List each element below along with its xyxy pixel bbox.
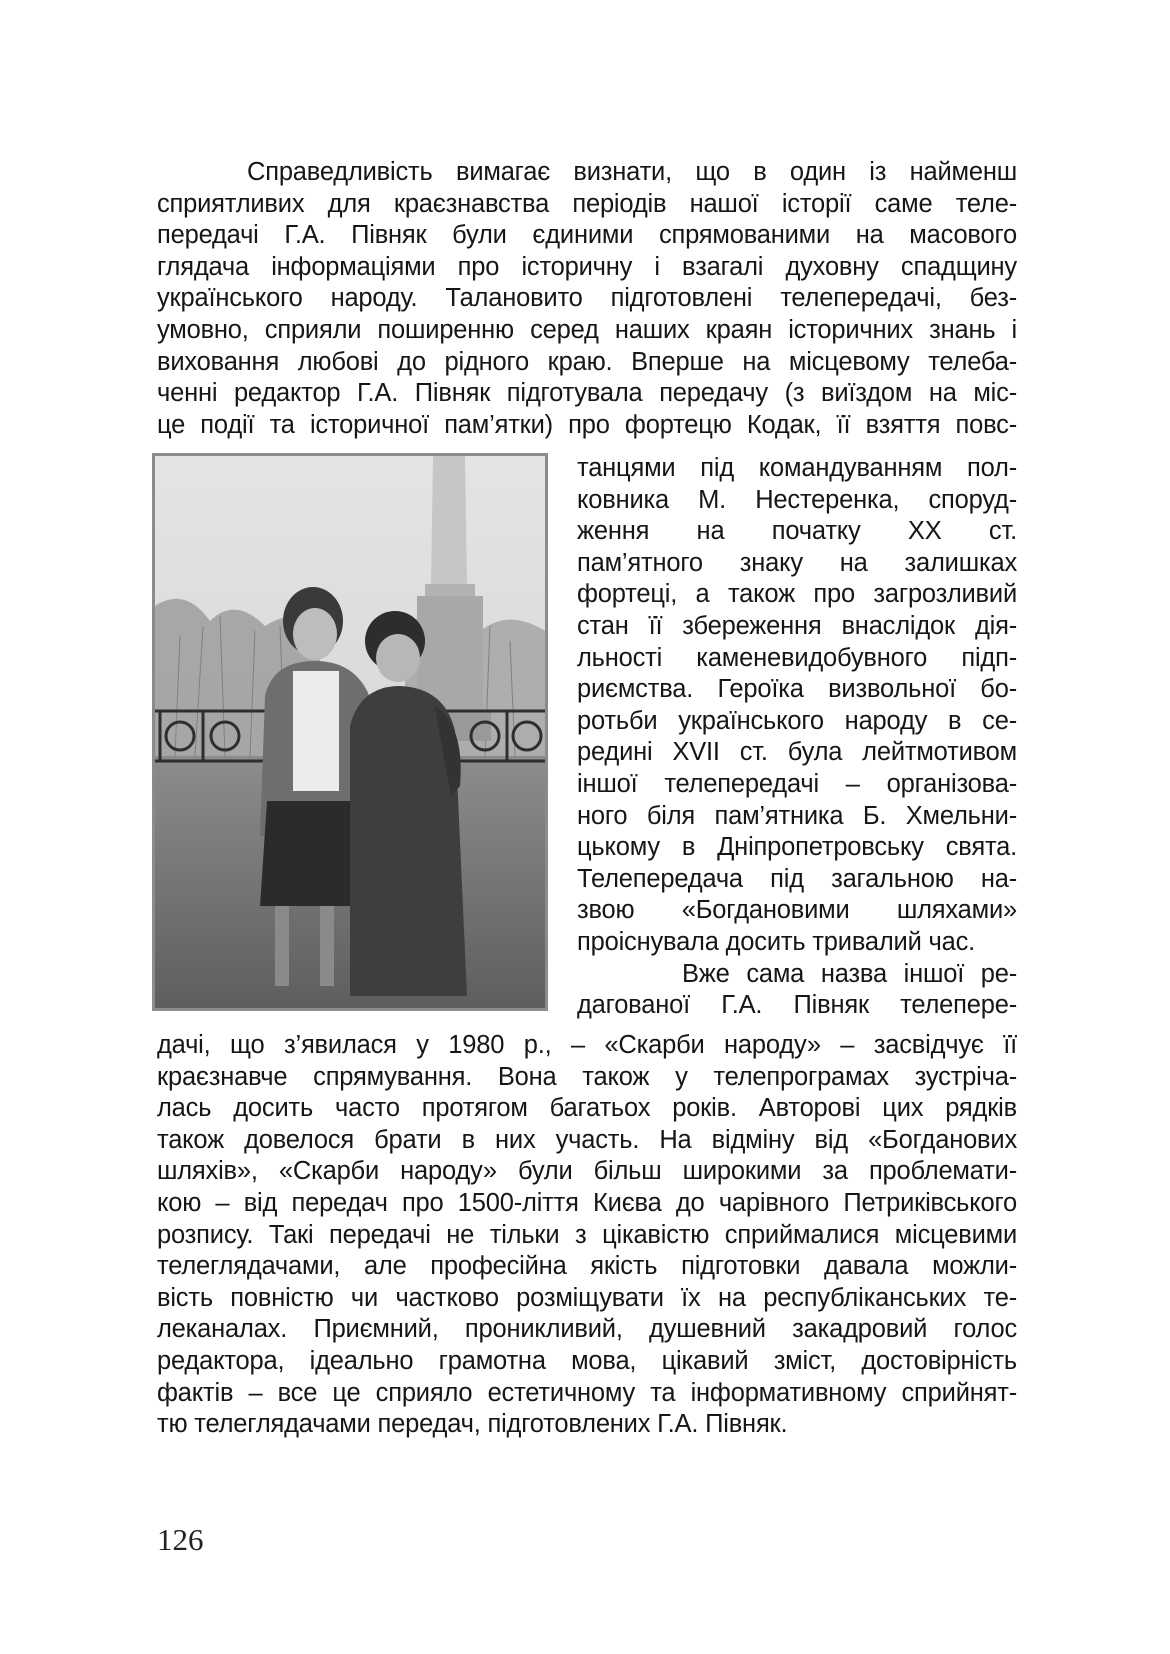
photo-image	[155, 456, 545, 1008]
text-line: дагованої Г.А. Півняк телепере-	[577, 991, 1017, 1020]
text-line: передачі Г.А. Півняк були єдиними спрямованими на масового	[157, 221, 1017, 250]
text-line: льності каменевидобувного підп-	[577, 643, 1017, 672]
text-line: Вже сама назва іншої ре-	[682, 959, 1017, 988]
text-line: фактів – все це сприяло естетичному та інформативному сприйнят-	[157, 1378, 1017, 1407]
text-line: ковника М. Нестеренка, споруд-	[577, 485, 1017, 514]
text-line: звою «Богдановими шляхами»	[577, 896, 1017, 925]
text-line: редактора, ідеально грамотна мова, цікавий зміст, достовірність	[157, 1346, 1017, 1375]
page-number: 126	[157, 1522, 204, 1557]
side-column-text	[577, 453, 1017, 1022]
text-line: Справедливість вимагає визнати, що в один із найменш	[247, 158, 1017, 186]
text-line: ченні редактор Г.А. Півняк підготувала передачу (з виїздом на міс-	[157, 379, 1017, 408]
top-paragraph	[157, 157, 1017, 441]
text-line: виховання любові до рідного краю. Вперше на місцевому телеба-	[157, 347, 1017, 376]
text-line: це події та історичної пам’ятки) про фортецю Кодак, її взяття повс-	[157, 410, 1017, 439]
text-line: пам’ятного знаку на залишках	[577, 548, 1017, 577]
text-line: шляхів», «Скарби народу» були більш широкими за проблемати-	[157, 1157, 1017, 1186]
text-line: телеглядачами, але професійна якість підготовки давала можли-	[157, 1252, 1017, 1281]
text-line: ротьби українського народу в се-	[577, 706, 1017, 735]
text-line: стан її збереження внаслідок дія-	[577, 611, 1017, 640]
photo-two-women-at-monument	[152, 453, 548, 1011]
text-line: іншої телепередачі – організова-	[577, 769, 1017, 798]
text-line: лась досить часто протягом багатьох років. Авторові цих рядків	[157, 1094, 1017, 1123]
text-line: тю телеглядачами передач, підготовлених Г.А. Півняк.	[157, 1410, 788, 1439]
text-line: ження на початку ХХ ст.	[577, 517, 1017, 546]
text-line: танцями під командуванням пол-	[577, 454, 1017, 482]
text-line: риємства. Героїка визвольної бо-	[577, 675, 1017, 704]
text-line: кою – від передач про 1500-ліття Києва до чарівного Петриківського	[157, 1188, 1017, 1217]
text-line: глядача інформаціями про історичну і взагалі духовну спадщину	[157, 252, 1017, 281]
text-line: також довелося брати в них участь. На відміну від «Богданових	[157, 1125, 1017, 1154]
text-line: леканалах. Приємний, проникливий, душевний закадровий голос	[157, 1315, 1017, 1344]
text-line: дачі, що з’явилася у 1980 р., – «Скарби народу» – засвідчує її	[157, 1031, 1017, 1059]
text-line: сприятливих для краєзнавства періодів нашої історії саме теле-	[157, 189, 1017, 218]
text-line: вість повністю чи частково розміщувати їх на республіканських те-	[157, 1283, 1017, 1312]
text-line: проіснувала досить тривалий час.	[577, 927, 976, 956]
text-line: Телепередача під загальною на-	[577, 864, 1017, 893]
text-line: розпису. Такі передачі не тільки з цікавістю сприймалися місцевими	[157, 1220, 1017, 1249]
text-line: умовно, сприяли поширенню серед наших краян історичних знань і	[157, 315, 1017, 344]
text-line: ного біля пам’ятника Б. Хмельни-	[577, 801, 1017, 830]
text-line: цькому в Дніпропетровську свята.	[577, 833, 1017, 862]
text-line: фортеці, а також про загрозливий	[577, 580, 1017, 609]
text-line: редині XVII ст. була лейтмотивом	[577, 738, 1017, 767]
text-line: українського народу. Талановито підготовлені телепередачі, без-	[157, 284, 1017, 313]
bottom-paragraph	[157, 1030, 1017, 1441]
text-line: краєзнавче спрямування. Вона також у телепрограмах зустріча-	[157, 1062, 1017, 1091]
